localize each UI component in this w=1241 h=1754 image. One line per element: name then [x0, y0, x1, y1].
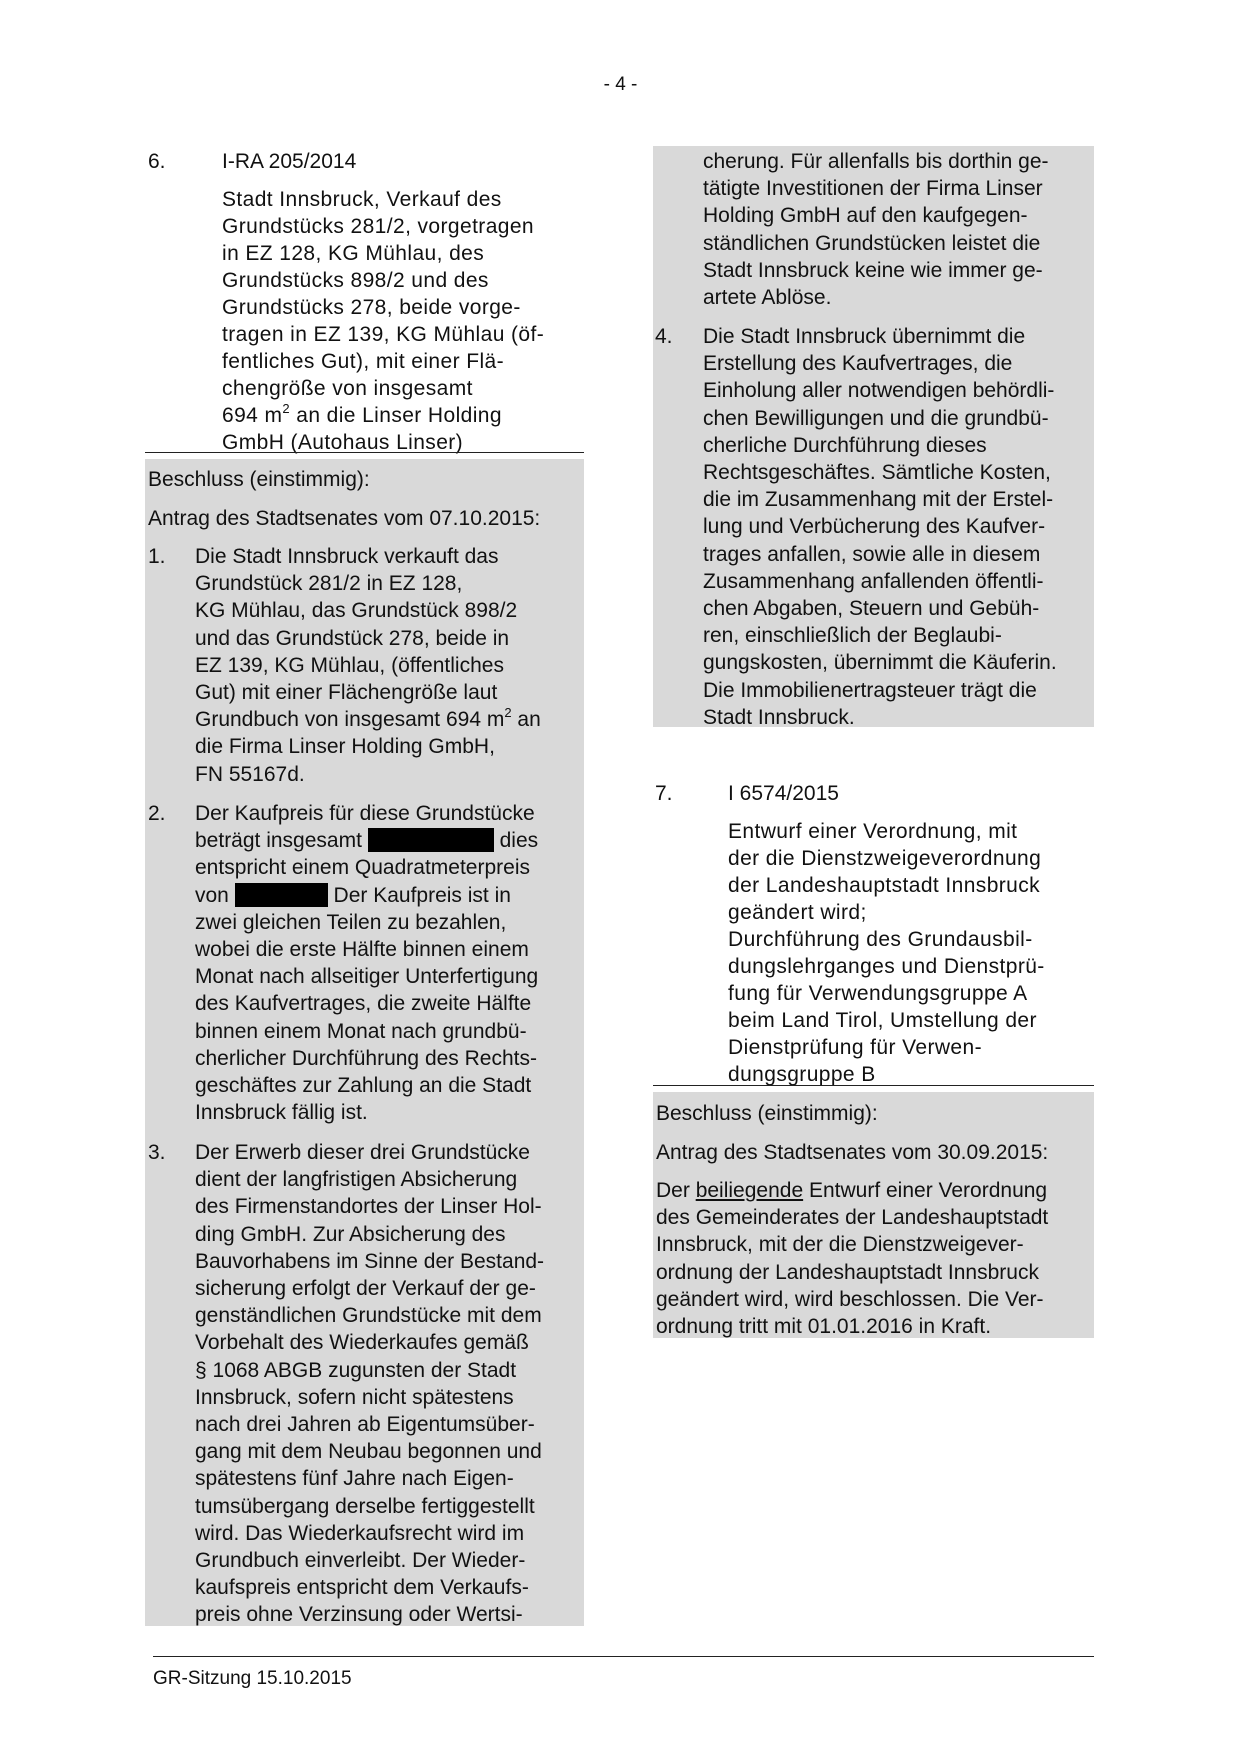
title-line: Stadt Innsbruck, Verkauf des — [222, 188, 502, 211]
point-2-text: Der Kaufpreis für diese Grundstücke beträgt insgesamt dies entspricht einem Quadratmeterpreis von Der Kaufpreis ist in zwei gleichen Teilen zu bezahlen, wobei die erste Hälfte binnen einem Monat nach allseitiger Unterfertigung des Kaufvertrages, die zweite Hälfte binnen einem Monat nach grundbü- cherlicher Durchführung des Rechts- geschäftes zur Zahlung an die Stadt Innsbruck fällig ist. — [195, 802, 539, 1125]
divider — [145, 452, 584, 453]
point-number: 1. — [148, 545, 166, 568]
item-6-title — [222, 186, 582, 456]
redaction-block — [235, 883, 328, 907]
item-6-decision: Beschluss (einstimmig): — [148, 468, 370, 491]
redaction-block — [368, 828, 494, 852]
point-4-text: Die Stadt Innsbruck übernimmt die Erstellung des Kaufvertrages, die Einholung aller notwendigen behördli- chen Bewilligungen und die grundbü- cherliche Durchführung dieses Rechtsgeschäftes. Sämtliche Kosten, die im Zusammenhang mit der Erstel- lung und Verbücherung des Kaufver- trages anfallen, sowie alle in diesem Zusammenhang anfallenden öffentli- chen Abgaben, Steuern und Gebüh- ren, einschließlich der Beglaubi- gungskosten, übernimmt die Käuferin. Die Immobilienertragsteuer trägt die Stadt Innsbruck. — [703, 325, 1057, 729]
title-line: GmbH (Autohaus Linser) — [222, 431, 464, 454]
item-6-number: 6. — [148, 150, 166, 173]
title-line: in EZ 128, KG Mühlau, des — [222, 242, 485, 265]
footer-rule — [153, 1656, 1094, 1657]
point-number: 3. — [148, 1141, 166, 1164]
point-3-text: Der Erwerb dieser drei Grundstücke dient der langfristigen Absicherung des Firmenstandortes der Linser Hol- ding GmbH. Zur Absicherung des Bauvorhabens im Sinne der Bestand- sicherung erfolgt der Verkauf der ge- genständlichen Grundstücke mit dem Vorbehalt des Wiederkaufes gemäß § 1068 ABGB zugunsten der Stadt Innsbruck, sofern nicht spätestens nach drei Jahren ab Eigentumsüber- gang mit dem Neubau begonnen und spätestens fünf Jahre nach Eigen- tumsübergang derselbe fertiggestellt wird. Das Wiederkaufsrecht wird im Grundbuch einverleibt. Der Wieder- kaufspreis entspricht dem Verkaufs- preis ohne Verzinsung oder Wertsi- — [195, 1141, 545, 1627]
title-line: fentliches Gut), mit einer Flä- — [222, 350, 504, 373]
title-line: 694 $m^2$ an die Linser Holding — [222, 401, 502, 427]
divider — [653, 1085, 1094, 1086]
title-line: tragen in EZ 139, KG Mühlau (öf- — [222, 323, 545, 346]
item-6-reference: I-RA 205/2014 — [222, 150, 357, 173]
item-7-motion: Antrag des Stadtsenates vom 30.09.2015: — [656, 1141, 1049, 1164]
item-7-title: Entwurf einer Verordnung, mit der die Dienstzweigeverordnung der Landeshauptstadt Innsbruck geändert wird; Durchführung des Grundausbil- dungslehrganges und Dienstprü- fung für Verwendungsgruppe A beim Land Tirol, Umstellung der Dienstprüfung für Verwen- dungsgruppe B — [728, 820, 1045, 1086]
point-1-text: Die Stadt Innsbruck verkauft das Grundstück 281/2 in EZ 128, KG Mühlau, das Grundstück 898/2 und das Grundstück 278, beide in EZ 139, KG Mühlau, (öffentliches Gut) mit einer Flächengröße laut Grundbuch von insgesamt 694 $m^2$ an die Firma Linser Holding GmbH, FN 55167d. — [195, 545, 541, 786]
point-3-continuation: cherung. Für allenfalls bis dorthin ge- tätigte Investitionen der Firma Linser Holding GmbH auf den kaufgegen- ständlichen Grundstücken leistet die Stadt Innsbruck keine wie immer ge- artete Ablöse. — [703, 150, 1049, 310]
title-line: Grundstücks 898/2 und des — [222, 269, 489, 292]
item-7-decision: Beschluss (einstimmig): — [656, 1102, 878, 1125]
title-line: chengröße von insgesamt — [222, 377, 473, 400]
item-7-number: 7. — [655, 782, 673, 805]
footer-text: GR-Sitzung 15.10.2015 — [153, 1668, 352, 1689]
item-6-motion: Antrag des Stadtsenates vom 07.10.2015: — [148, 507, 541, 530]
title-line: Grundstücks 278, beide vorge- — [222, 296, 521, 319]
point-number: 2. — [148, 802, 166, 825]
attachment-link[interactable]: beiliegende — [695, 1179, 804, 1202]
item-7-body: Der beiliegende Entwurf einer Verordnung des Gemeinderates der Landeshauptstadt Innsbruck, mit der die Dienstzweigever- ordnung der Landeshauptstadt Innsbruck geändert wird, wird beschlossen. Die Ver- ordnung tritt mit 01.01.2016 in Kraft. — [656, 1179, 1049, 1339]
page-number: - 4 - — [603, 74, 638, 95]
point-number: 4. — [655, 325, 673, 348]
title-line: Grundstücks 281/2, vorgetragen — [222, 215, 535, 238]
item-7-reference: I 6574/2015 — [728, 782, 839, 805]
